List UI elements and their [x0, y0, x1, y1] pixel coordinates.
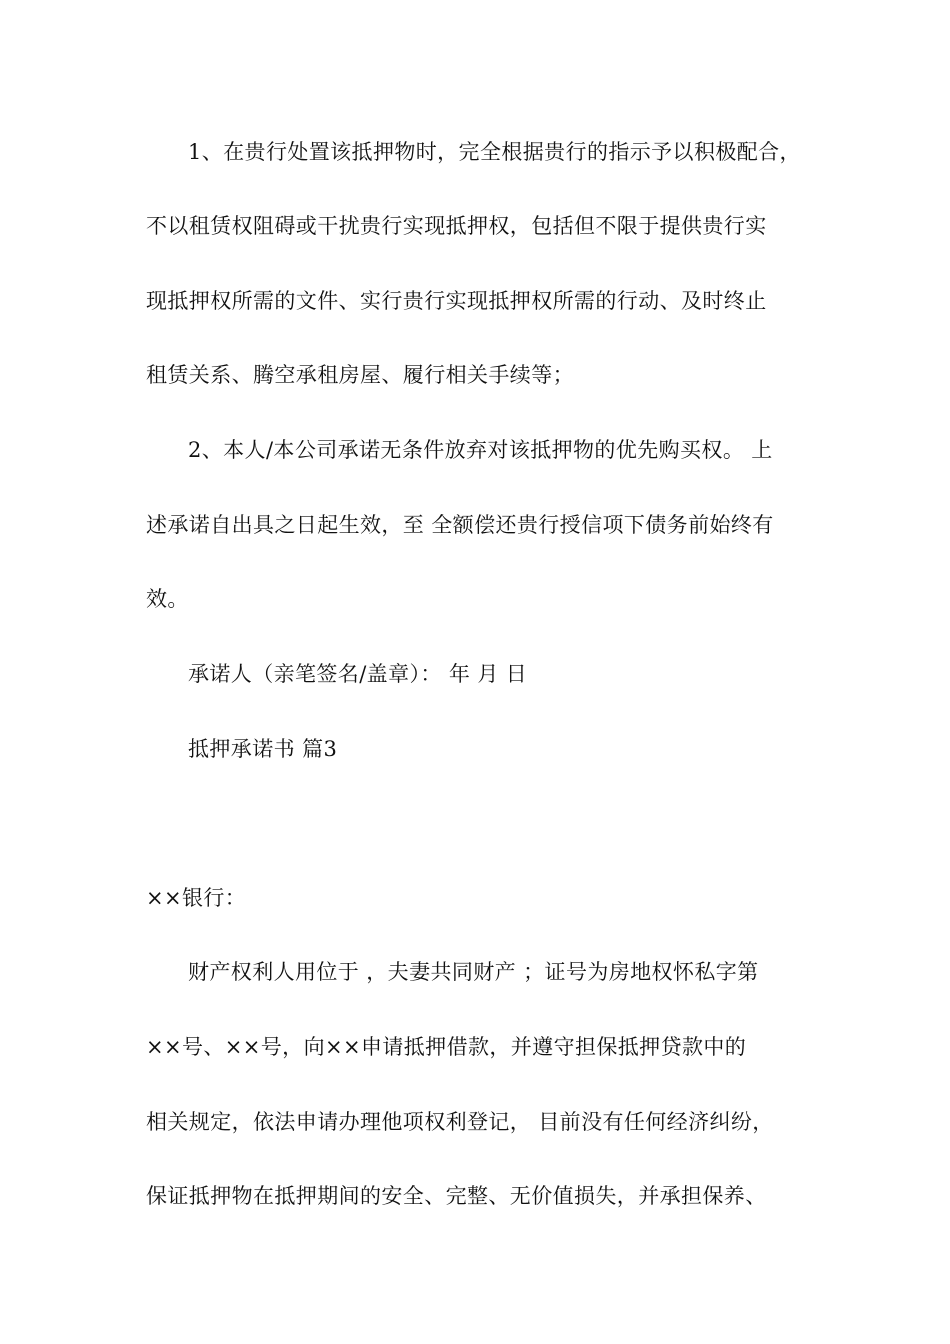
body-line-1: 财产权利人用位于 ，夫妻共同财产 ；证号为房地权怀私字第: [188, 960, 759, 984]
clause-1-line-3: 现抵押权所需的文件、实行贵行实现抵押权所需的行动、及时终止: [146, 289, 767, 313]
signature-line: 承诺人（亲笔签名/盖章）： 年 月 日: [188, 662, 528, 686]
clause-2-line-2: 述承诺自出具之日起生效，至 全额偿还贵行授信项下债务前始终有: [146, 513, 774, 537]
clause-1-line-2: 不以租赁权阻碍或干扰贵行实现抵押权，包括但不限于提供贵行实: [146, 214, 767, 238]
body-line-3: 相关规定，依法申请办理他项权利登记， 目前没有任何经济纠纷，: [146, 1110, 774, 1134]
clause-1-line-4: 租赁关系、腾空承租房屋、履行相关手续等；: [146, 363, 574, 387]
salutation: ××银行：: [146, 886, 247, 910]
section-title: 抵押承诺书 篇3: [188, 737, 338, 761]
clause-2-line-1: 2、本人/本公司承诺无条件放弃对该抵押物的优先购买权。 上: [188, 438, 773, 462]
clause-1-line-1: 1、在贵行处置该抵押物时，完全根据贵行的指示予以积极配合，: [188, 140, 801, 164]
body-line-2: ××号、××号，向××申请抵押借款，并遵守担保抵押贷款中的: [146, 1035, 747, 1059]
body-line-4: 保证抵押物在抵押期间的安全、完整、无价值损失，并承担保养、: [146, 1184, 767, 1208]
clause-2-line-3: 效。: [146, 587, 189, 611]
